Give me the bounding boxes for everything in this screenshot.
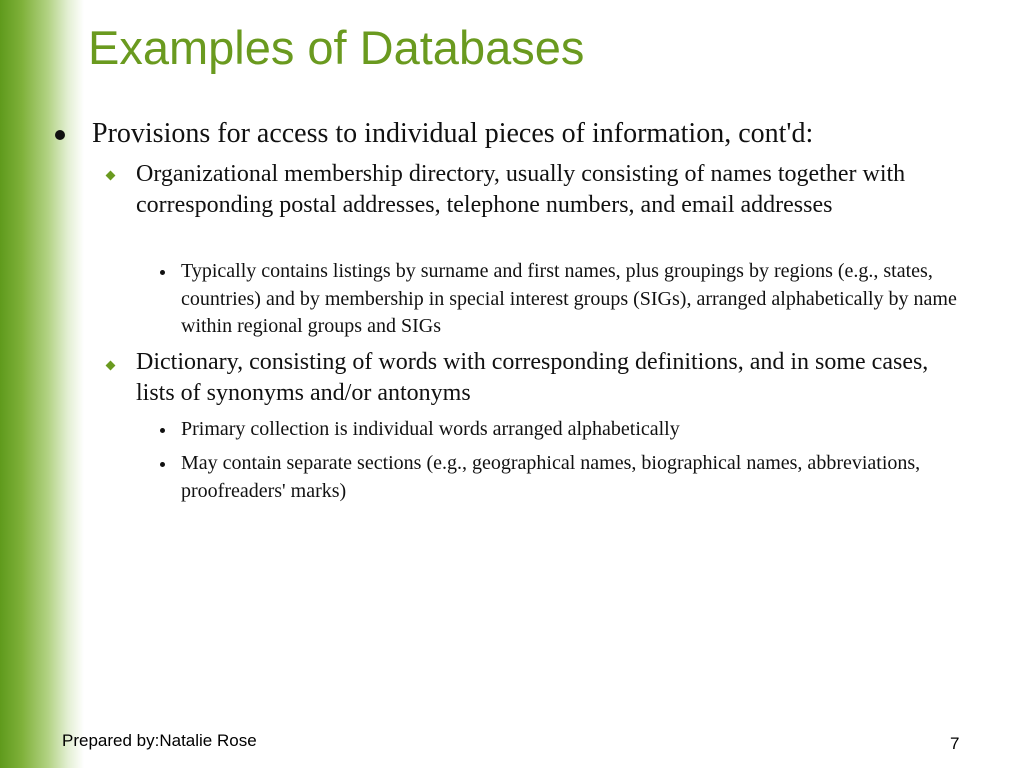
sub-bullet-membership-directory: Organizational membership directory, usually consisting of names together with corresponding postal addresses, telephone numbers, and email addresses bbox=[136, 161, 906, 218]
small-bullet-icon bbox=[160, 270, 165, 275]
point-listings-grouping: Typically contains listings by surname and first names, plus groupings by regions (e.g., states, countries) and by membership in special interest groups (SIGs), arranged alphabetically by name within regional groups and SIGs bbox=[181, 260, 957, 337]
slide-title: Examples of Databases bbox=[88, 21, 585, 74]
sub-bullet-dictionary: Dictionary, consisting of words with corresponding definitions, and in some cases, lists of synonyms and/or antonyms bbox=[136, 349, 929, 406]
diamond-bullet-icon bbox=[106, 361, 116, 371]
footer-author: Prepared by:Natalie Rose bbox=[62, 731, 257, 750]
small-bullet-icon bbox=[160, 462, 165, 467]
page-number: 7 bbox=[950, 734, 960, 753]
round-bullet-icon bbox=[55, 130, 65, 140]
point-primary-collection: Primary collection is individual words arranged alphabetically bbox=[181, 418, 680, 440]
point-separate-sections: May contain separate sections (e.g., geographical names, biographical names, abbreviations, proofreaders' marks) bbox=[181, 452, 921, 502]
small-bullet-icon bbox=[160, 428, 165, 433]
level1-bullet-text: Provisions for access to individual pieces of information, cont'd: bbox=[92, 118, 814, 149]
diamond-bullet-icon bbox=[106, 171, 116, 181]
